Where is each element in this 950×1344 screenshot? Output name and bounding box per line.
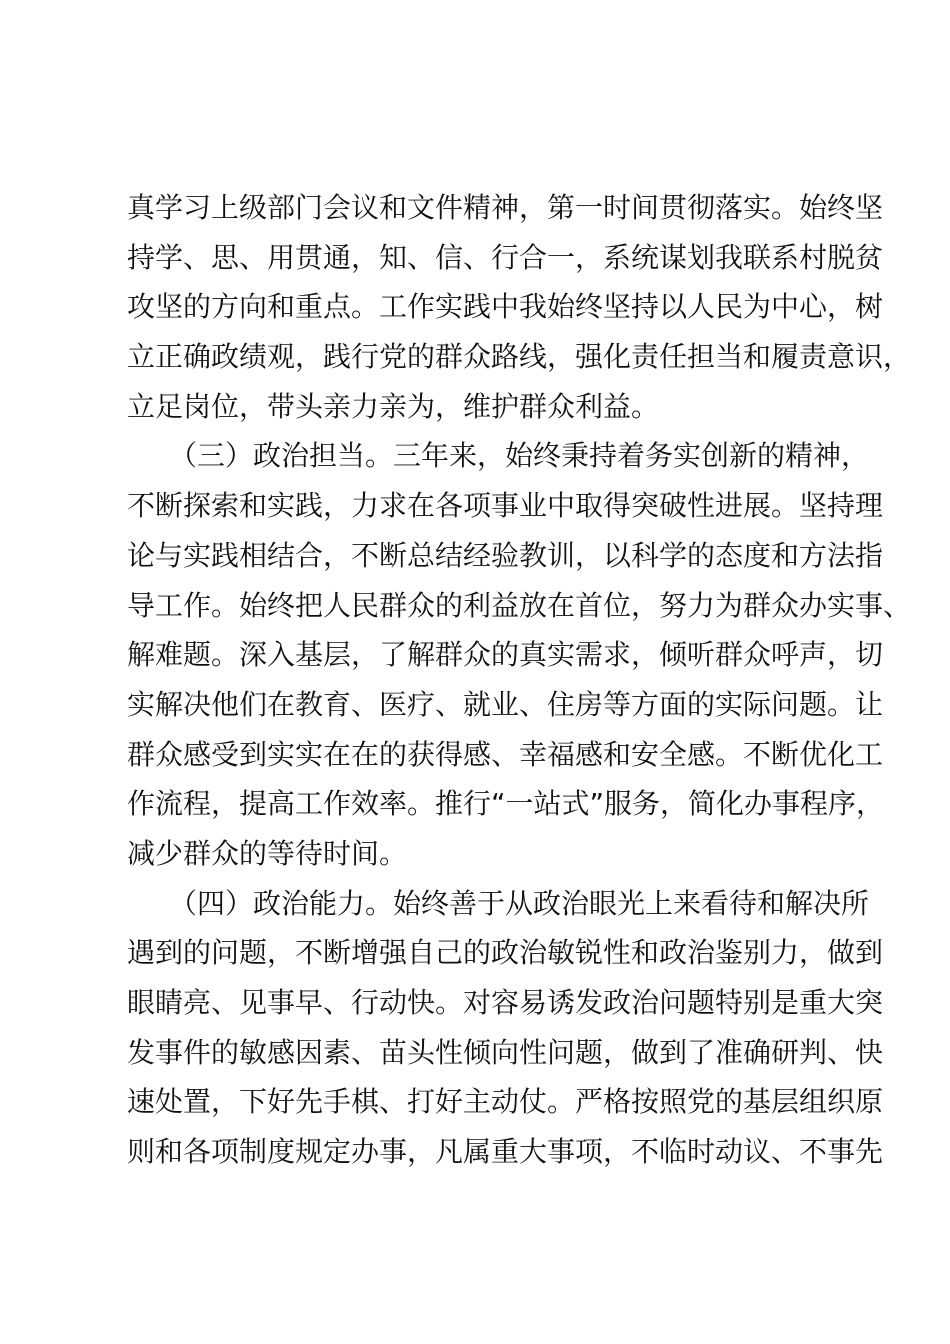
text-line: 解难题。深入基层，了解群众的真实需求，倾听群众呼声，切 xyxy=(127,638,884,672)
text-line: 真学习上级部门会议和文件精神，第一时间贯彻落实。始终坚 xyxy=(127,191,884,224)
text-line: 持学、思、用贯通，知、信、行合一，系统谋划我联系村脱贫 xyxy=(127,240,884,274)
text-line: 减少群众的等待时间。 xyxy=(127,836,408,870)
text-line: 作流程，提高工作效率。推行“一站式”服务，简化办事程序， xyxy=(127,787,885,821)
text-line: 立足岗位，带头亲力亲为，维护群众利益。 xyxy=(127,389,660,423)
text-line: 则和各项制度规定办事，凡属重大事项，不临时动议、不事先 xyxy=(127,1135,884,1169)
body-text xyxy=(127,183,912,1177)
text-line: 导工作。始终把人民群众的利益放在首位，努力为群众办实事、 xyxy=(127,588,912,622)
text-line: 速处置，下好先手棋、打好主动仗。严格按照党的基层组织原 xyxy=(127,1085,884,1119)
text-line: 立正确政绩观，践行党的群众路线，强化责任担当和履责意识， xyxy=(127,340,912,374)
text-line: 不断探索和实践，力求在各项事业中取得突破性进展。坚持理 xyxy=(127,489,884,523)
text-line: 攻坚的方向和重点。工作实践中我始终坚持以人民为中心，树 xyxy=(127,290,884,324)
text-line: 群众感受到实实在在的获得感、幸福感和安全感。不断优化工 xyxy=(127,737,884,771)
text-line: 论与实践相结合，不断总结经验教训，以科学的态度和方法指 xyxy=(127,538,884,572)
section-heading-line: （三）政治担当。三年来，始终秉持着务实创新的精神， xyxy=(127,439,870,473)
text-line: 发事件的敏感因素、苗头性倾向性问题，做到了准确研判、快 xyxy=(127,1035,884,1069)
section-heading-line: （四）政治能力。始终善于从政治眼光上来看待和解决所 xyxy=(127,886,870,920)
text-line: 眼睛亮、见事早、行动快。对容易诱发政治问题特别是重大突 xyxy=(127,986,884,1019)
text-line: 遇到的问题，不断增强自己的政治敏锐性和政治鉴别力，做到 xyxy=(127,936,884,970)
text-line: 实解决他们在教育、医疗、就业、住房等方面的实际问题。让 xyxy=(127,687,884,721)
